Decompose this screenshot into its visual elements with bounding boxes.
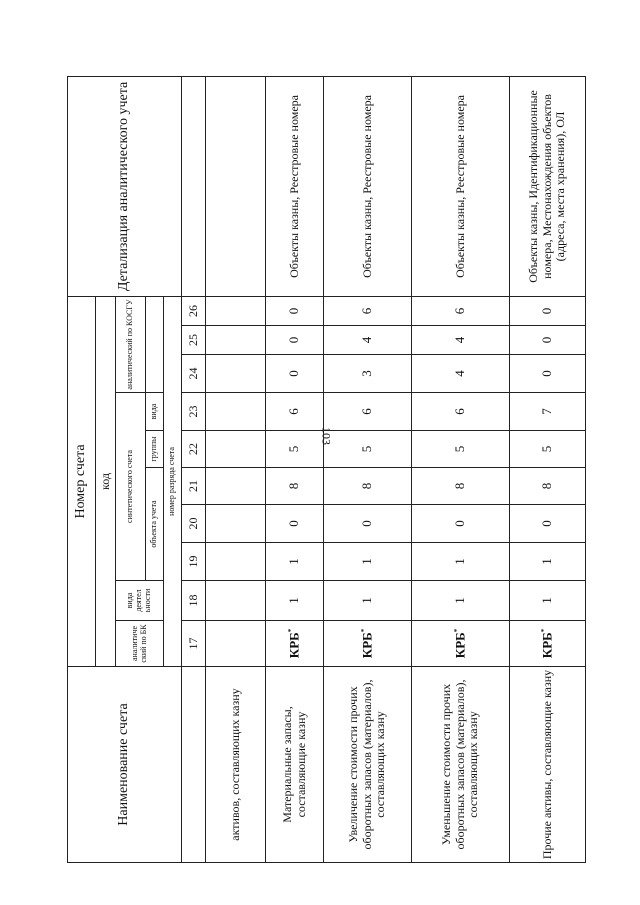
row-detail: Объекты казны, Реестровые номера	[412, 76, 510, 296]
digit-24: 24	[182, 355, 206, 393]
row-cell	[206, 296, 266, 325]
row-cell: 8	[510, 468, 586, 505]
digit-26: 26	[182, 296, 206, 325]
row-cell: 1	[324, 543, 412, 581]
row-cell: 4	[324, 326, 412, 355]
digit-name-blank	[182, 667, 206, 863]
row-cell	[206, 431, 266, 468]
digit-20: 20	[182, 505, 206, 543]
row-cell: 8	[412, 468, 510, 505]
table-row	[324, 76, 412, 862]
krb-marker: *	[286, 628, 295, 633]
header-synthetic: синтетического счета	[116, 393, 146, 581]
row-cell	[206, 621, 266, 667]
krb-label: КРБ	[359, 632, 375, 659]
row-name: Уменьшение стоимости прочих оборотных запасов (материалов), составляющих казну	[412, 667, 510, 863]
header-kosgu-blank	[146, 296, 164, 392]
rotated-table-container	[67, 77, 568, 863]
row-cell: 7	[510, 393, 586, 431]
row-cell: 1	[266, 581, 324, 621]
krb-cell	[266, 621, 324, 667]
digit-number-row	[182, 76, 206, 862]
row-cell	[206, 355, 266, 393]
row-cell	[206, 543, 266, 581]
krb-label: КРБ	[286, 632, 302, 659]
header-digit-number: номер разряда счета	[164, 296, 182, 666]
table-row	[510, 76, 586, 862]
row-cell: 4	[412, 326, 510, 355]
row-cell: 5	[412, 431, 510, 468]
row-cell: 0	[510, 355, 586, 393]
row-cell: 1	[324, 581, 412, 621]
header-account-number: Номер счета	[68, 296, 96, 666]
krb-marker: *	[539, 628, 548, 633]
row-cell: 1	[266, 543, 324, 581]
row-cell	[206, 468, 266, 505]
table-row	[206, 76, 266, 862]
row-cell: 0	[324, 505, 412, 543]
digit-18: 18	[182, 581, 206, 621]
digit-23: 23	[182, 393, 206, 431]
row-cell: 8	[324, 468, 412, 505]
table-row	[266, 76, 324, 862]
row-detail: Объекты казны, Идентификационные номера, Местонахождения объектов (адреса, места хранения), ОЛ	[510, 76, 586, 296]
row-cell: 6	[324, 296, 412, 325]
row-cell: 3	[324, 355, 412, 393]
row-cell: 0	[510, 296, 586, 325]
row-name: активов, составляющих казну	[206, 667, 266, 863]
row-cell: 0	[412, 505, 510, 543]
row-cell: 0	[266, 505, 324, 543]
row-cell: 5	[266, 431, 324, 468]
header-object: объекта учета	[146, 468, 164, 581]
table-row	[412, 76, 510, 862]
row-cell: 1	[510, 581, 586, 621]
row-cell: 6	[266, 393, 324, 431]
row-cell: 0	[510, 505, 586, 543]
row-cell: 0	[510, 326, 586, 355]
row-cell: 6	[412, 296, 510, 325]
digit-detail-blank	[182, 76, 206, 296]
digit-22: 22	[182, 431, 206, 468]
header-analytic-kosgu: аналитический по КОСГУ	[116, 296, 146, 392]
header-activity-type: вида деятел ьности	[116, 581, 164, 621]
krb-cell	[324, 621, 412, 667]
page-number: 103	[319, 427, 334, 445]
row-cell	[206, 393, 266, 431]
krb-cell	[510, 621, 586, 667]
row-cell: 0	[266, 326, 324, 355]
header-group: группы	[146, 431, 164, 468]
row-cell: 5	[510, 431, 586, 468]
digit-17: 17	[182, 621, 206, 667]
krb-marker: *	[359, 628, 368, 633]
row-name: Материальные запасы, составляющие казну	[266, 667, 324, 863]
row-cell	[206, 581, 266, 621]
row-cell: 0	[266, 355, 324, 393]
row-cell: 0	[266, 296, 324, 325]
row-name: Увеличение стоимости прочих оборотных запасов (материалов), составляющих казну	[324, 667, 412, 863]
row-cell: 6	[324, 393, 412, 431]
row-detail: Объекты казны, Реестровые номера	[266, 76, 324, 296]
header-detail: Детализация аналитического учета	[68, 76, 182, 296]
krb-label: КРБ	[452, 632, 468, 659]
row-cell: 6	[412, 393, 510, 431]
row-cell: 8	[266, 468, 324, 505]
row-cell: 4	[412, 355, 510, 393]
row-cell: 1	[510, 543, 586, 581]
header-kind: вида	[146, 393, 164, 431]
krb-label: КРБ	[539, 632, 555, 659]
row-detail	[206, 76, 266, 296]
row-name: Прочие активы, составляющие казну	[510, 667, 586, 863]
digit-21: 21	[182, 468, 206, 505]
row-cell: 1	[412, 543, 510, 581]
row-cell: 1	[412, 581, 510, 621]
header-analytic-bk: аналитиче ский по БК	[116, 621, 164, 667]
header-account-name: Наименование счета	[68, 667, 182, 863]
row-cell: 5	[324, 431, 412, 468]
krb-marker: *	[452, 628, 461, 633]
digit-25: 25	[182, 326, 206, 355]
header-code: код	[96, 296, 116, 666]
row-detail: Объекты казны, Реестровые номера	[324, 76, 412, 296]
accounts-table	[67, 76, 586, 863]
krb-cell	[412, 621, 510, 667]
row-cell	[206, 326, 266, 355]
digit-19: 19	[182, 543, 206, 581]
row-cell	[206, 505, 266, 543]
